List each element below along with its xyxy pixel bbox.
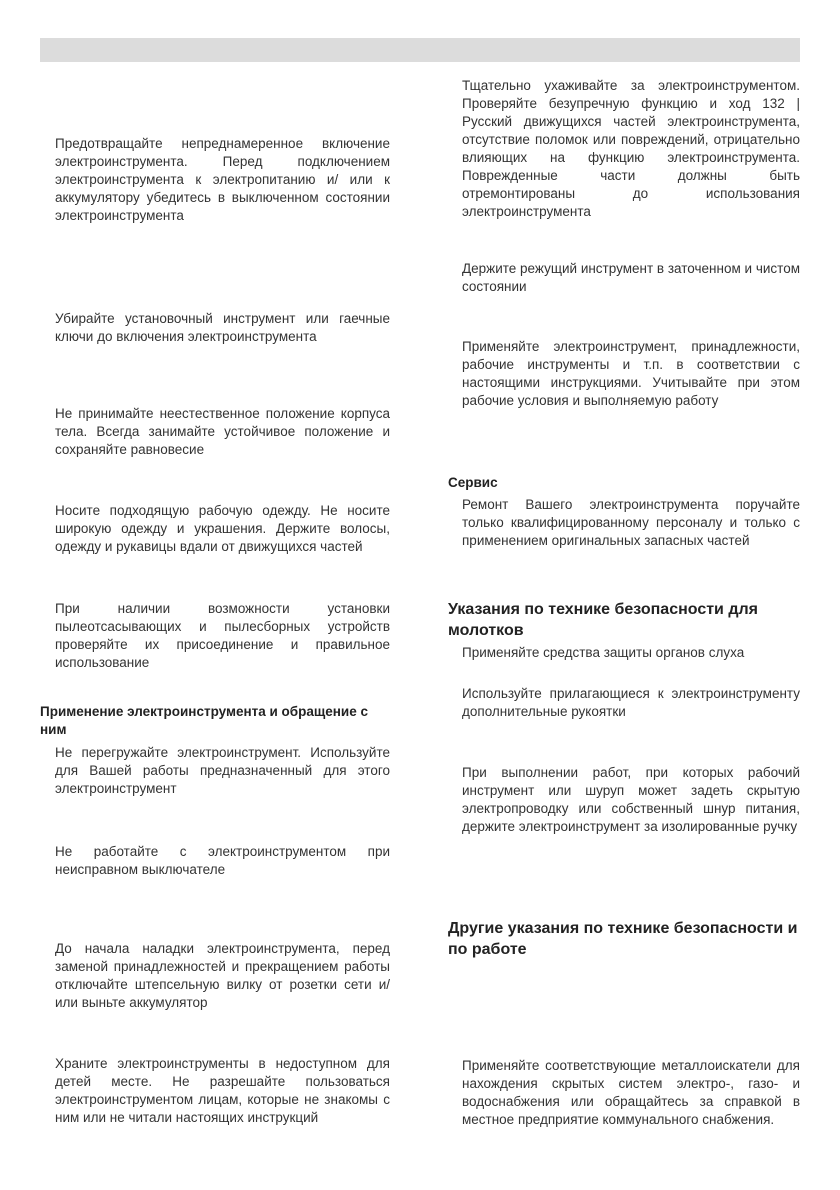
paragraph-do-not-overload: Не перегружайте электроинструмент. Используйте для Вашей работы предназначенный для этого электроинструмент	[55, 745, 390, 796]
paragraph-prevent-accidental-start: Предотвращайте непреднамеренное включение электроинструмента. Перед подключением электроинструмента к электропитанию и/ или к аккумулятору убедитесь в выключенном состоянии электроинструмента	[55, 136, 390, 223]
paragraph-work-clothing: Носите подходящую рабочую одежду. Не носите широкую одежду и украшения. Держите волосы, одежду и рукавицы вдали от движущихся частей	[55, 503, 390, 554]
paragraph-qualified-repair: Ремонт Вашего электроинструмента поручайте только квалифицированному персоналу и только с применением оригинальных запасных частей	[462, 497, 800, 548]
paragraph-body-posture: Не принимайте неестественное положение корпуса тела. Всегда занимайте устойчивое положение и сохраняйте равновесие	[55, 406, 390, 457]
paragraph-keep-cutting-tools-sharp: Держите режущий инструмент в заточенном и чистом состоянии	[462, 261, 800, 294]
paragraph-faulty-switch: Не работайте с электроинструментом при неисправном выключателе	[55, 844, 390, 877]
paragraph-remove-adjusting-tools: Убирайте установочный инструмент или гаечные ключи до включения электроинструмента	[55, 311, 390, 344]
paragraph-auxiliary-handles: Используйте прилагающиеся к электроинструменту дополнительные рукоятки	[462, 686, 800, 719]
section-heading-tool-use: Применение электроинструмента и обращение с ним	[40, 704, 369, 737]
paragraph-disconnect-before-adjust: До начала наладки электроинструмента, перед заменой принадлежностей и прекращением работы отключайте штепсельную вилку от розетки сети и/или выньте аккумулятор	[55, 941, 390, 1010]
section-heading-service: Сервис	[448, 475, 498, 490]
section-heading-other-safety: Другие указания по технике безопасности и по работе	[448, 920, 798, 958]
paragraph-hearing-protection: Применяйте средства защиты органов слуха	[462, 645, 745, 660]
paragraph-use-per-instructions: Применяйте электроинструмент, принадлежности, рабочие инструменты и т.п. в соответствии с настоящими инструкциями. Учитывайте при этом рабочие условия и выполняемую работу	[462, 339, 800, 408]
paragraph-maintain-tools: Тщательно ухаживайте за электроинструментом. Проверяйте безупречную функцию и ход 132 | Русский движущихся частей электроинструмента, отсутствие поломок или повреждений, отрицательно влияющих на функцию электроинструмента. Поврежденные части должны быть отремонтированы до использования электроинструмента	[462, 78, 800, 219]
header-bar	[40, 38, 800, 62]
paragraph-store-from-children: Храните электроинструменты в недоступном для детей месте. Не разрешайте пользоваться электроинструментом лицам, которые не знакомы с ним или не читали настоящих инструкций	[55, 1056, 390, 1125]
paragraph-dust-extraction: При наличии возможности установки пылеотсасывающих и пылесборных устройств проверяйте их присоединение и правильное использование	[55, 601, 390, 670]
paragraph-metal-detectors: Применяйте соответствующие металлоискатели для нахождения скрытых систем электро-, газо- и водоснабжения или обращайтесь за справкой в местное предприятие коммунального снабжения.	[462, 1058, 800, 1127]
paragraph-hidden-wiring: При выполнении работ, при которых рабочий инструмент или шуруп может задеть скрытую электропроводку или собственный шнур питания, держите электроинструмент за изолированные ручку	[462, 765, 800, 834]
section-heading-hammer-safety: Указания по технике безопасности для молотков	[448, 601, 758, 639]
